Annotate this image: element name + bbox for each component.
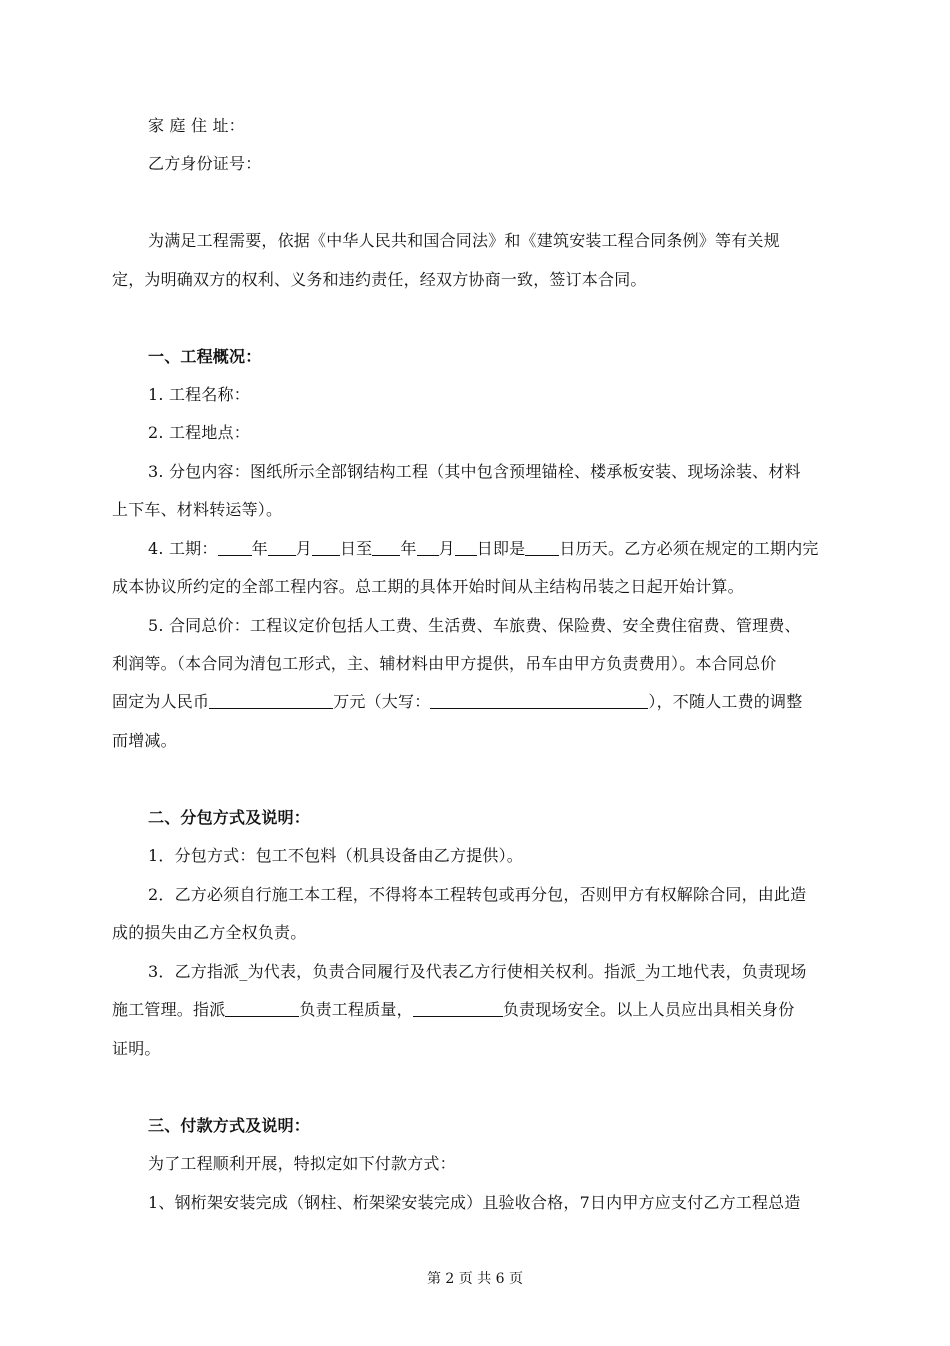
day-to-unit: 日至: [339, 539, 373, 558]
year-unit: 年: [251, 539, 268, 558]
duration-text: 日历天。乙方必须在规定的工期内完: [559, 539, 819, 558]
total-price-amount-line: [112, 692, 802, 712]
payment-intro: 为了工程顺利开展，特拟定如下付款方式：: [148, 1154, 456, 1173]
section-heading-payment: 三、付款方式及说明：: [148, 1116, 311, 1135]
total-price-item-cont: 利润等。（本合同为清包工形式，主、辅材料由甲方提供，吊车由甲方负责费用）。本合同总价: [112, 654, 777, 673]
section-heading-subcontract: 二、分包方式及说明：: [148, 808, 311, 827]
quality-text: 负责工程质量，: [299, 1000, 413, 1019]
no-subletting-item-cont: 成的损失由乙方全权负责。: [112, 923, 307, 942]
safety-person-blank: [413, 1000, 503, 1017]
year-unit: 年: [400, 539, 417, 558]
blank-field: [268, 539, 296, 556]
home-address-label: 家 庭 住 址：: [148, 116, 245, 135]
subcontract-scope-item-cont: 上下车、材料转运等）。: [112, 500, 283, 519]
month-unit: 月: [438, 539, 455, 558]
subcontract-method-item: 1．分包方式：包工不包料（机具设备由乙方提供）。: [148, 846, 523, 865]
intro-paragraph-line: 为满足工程需要，依据《中华人民共和国合同法》和《建筑安装工程合同条例》等有关规: [148, 231, 780, 250]
amount-words-label: 万元（大写：: [333, 692, 431, 711]
amount-suffix: ），不随人工费的调整: [648, 692, 803, 711]
day-total-unit: 日即是: [476, 539, 526, 558]
duration-item-cont: 成本协议所约定的全部工程内容。总工期的具体开始时间从主结构吊装之日起开始计算。: [112, 577, 744, 596]
quality-person-blank: [225, 1000, 299, 1017]
payment-item: 1、钢桁架安装完成（钢柱、桁架梁安装完成）且验收合格，7日内甲方应支付乙方工程总造: [148, 1193, 801, 1212]
project-name-item: 1. 工程名称：: [148, 385, 250, 404]
duration-label: 4. 工期：: [148, 539, 218, 558]
representative-item-end: 证明。: [112, 1039, 161, 1058]
blank-field: [525, 539, 559, 556]
page-indicator: 第 2 页 共 6 页: [426, 1271, 524, 1287]
representative-item: 3．乙方指派_为代表，负责合同履行及代表乙方行使相关权利。指派_为工地代表，负责现场: [148, 962, 807, 981]
blank-field: [218, 539, 252, 556]
total-price-item: 5. 合同总价：工程议定价包括人工费、生活费、车旅费、保险费、安全费住宿费、管理费、: [148, 616, 801, 635]
total-price-item-end: 而增减。: [112, 731, 177, 750]
blank-field: [312, 539, 340, 556]
amount-blank: [209, 692, 333, 709]
quality-assign-label: 施工管理。指派: [112, 1000, 226, 1019]
project-location-item: 2. 工程地点：: [148, 423, 250, 442]
no-subletting-item: 2．乙方必须自行施工本工程，不得将本工程转包或再分包，否则甲方有权解除合同，由此造: [148, 885, 807, 904]
representative-item-cont: [112, 1000, 794, 1020]
amount-label: 固定为人民币: [112, 692, 210, 711]
id-number-label: 乙方身份证号：: [148, 154, 262, 173]
blank-field: [455, 539, 477, 556]
safety-text: 负责现场安全。以上人员应出具相关身份: [502, 1000, 795, 1019]
intro-paragraph-line: 定，为明确双方的权利、义务和违约责任，经双方协商一致，签订本合同。: [112, 270, 647, 289]
month-unit: 月: [295, 539, 312, 558]
section-heading-overview: 一、工程概况：: [148, 347, 262, 366]
amount-words-blank: [430, 692, 648, 709]
subcontract-scope-item: 3. 分包内容：图纸所示全部钢结构工程（其中包含预埋锚栓、楼承板安装、现场涂装、材料: [148, 462, 801, 481]
duration-item: [148, 539, 819, 559]
blank-field: [372, 539, 400, 556]
blank-field: [417, 539, 439, 556]
